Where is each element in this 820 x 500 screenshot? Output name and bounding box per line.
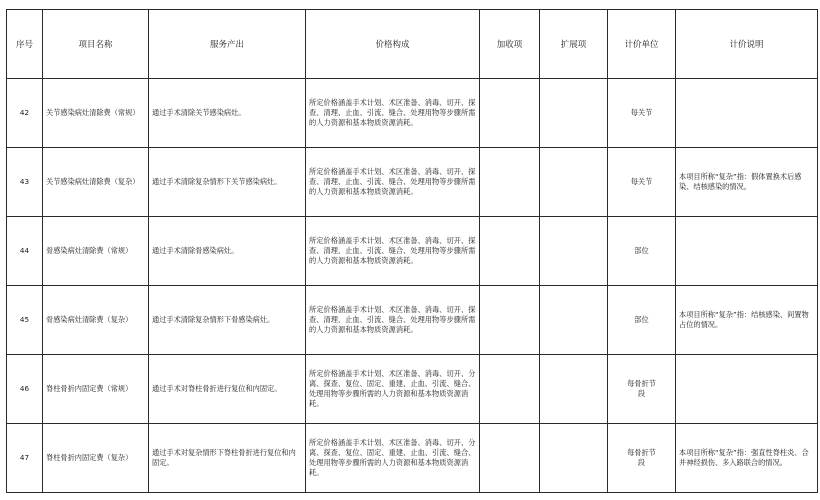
cell-service: 通过手术对脊柱骨折进行复位和内固定。 bbox=[149, 355, 306, 424]
cell-note: 本项目所称“复杂”指：强直性脊柱炎、合并神经损伤、多入路联合的情况。 bbox=[676, 424, 818, 493]
cell-service: 通过手术清除骨感染病灶。 bbox=[149, 217, 306, 286]
cell-service: 通过手术清除关节感染病灶。 bbox=[149, 79, 306, 148]
unit-text: 部位 bbox=[634, 246, 649, 255]
header-unit: 计价单位 bbox=[608, 10, 676, 79]
cell-name: 关节感染病灶清除费（常规） bbox=[43, 79, 149, 148]
cell-pricing: 所定价格涵盖手术计划、术区准备、消毒、切开、分离、探查、复位、固定、重建、止血、引流、缝合、处理用物等步骤所需的人力资源和基本物质资源消耗。 bbox=[306, 424, 480, 493]
cell-pricing: 所定价格涵盖手术计划、术区准备、消毒、切开、分离、探查、复位、固定、重建、止血、引流、缝合、处理用物等步骤所需的人力资源和基本物质资源消耗。 bbox=[306, 355, 480, 424]
cell-unit bbox=[608, 286, 676, 355]
cell-extension bbox=[540, 217, 608, 286]
header-row bbox=[7, 10, 818, 79]
cell-extension bbox=[540, 79, 608, 148]
cell-surcharge bbox=[480, 148, 540, 217]
cell-name: 骨感染病灶清除费（复杂） bbox=[43, 286, 149, 355]
table-row bbox=[7, 79, 818, 148]
cell-extension bbox=[540, 286, 608, 355]
unit-text: 每骨折节段 bbox=[627, 379, 656, 398]
cell-service: 通过手术对复杂情形下脊柱骨折进行复位和内固定。 bbox=[149, 424, 306, 493]
cell-pricing: 所定价格涵盖手术计划、术区准备、消毒、切开、探查、清理、止血、引流、缝合、处理用物等步骤所需的人力资源和基本物质资源消耗。 bbox=[306, 79, 480, 148]
cell-note bbox=[676, 79, 818, 148]
cell-note bbox=[676, 355, 818, 424]
cell-extension bbox=[540, 424, 608, 493]
cell-name: 骨感染病灶清除费（常规） bbox=[43, 217, 149, 286]
table-row bbox=[7, 148, 818, 217]
cell-surcharge bbox=[480, 217, 540, 286]
cell-surcharge bbox=[480, 355, 540, 424]
cell-extension bbox=[540, 355, 608, 424]
cell-unit bbox=[608, 424, 676, 493]
table-row bbox=[7, 355, 818, 424]
cell-surcharge bbox=[480, 286, 540, 355]
table-row bbox=[7, 217, 818, 286]
cell-pricing: 所定价格涵盖手术计划、术区准备、消毒、切开、探查、清理、止血、引流、缝合、处理用物等步骤所需的人力资源和基本物质资源消耗。 bbox=[306, 286, 480, 355]
cell-name: 脊柱骨折内固定费（复杂） bbox=[43, 424, 149, 493]
cell-seq: 43 bbox=[7, 148, 43, 217]
cell-pricing: 所定价格涵盖手术计划、术区准备、消毒、切开、探查、清理、止血、引流、缝合、处理用物等步骤所需的人力资源和基本物质资源消耗。 bbox=[306, 148, 480, 217]
cell-unit bbox=[608, 148, 676, 217]
header-surcharge: 加收项 bbox=[480, 10, 540, 79]
cell-unit bbox=[608, 355, 676, 424]
cell-seq: 47 bbox=[7, 424, 43, 493]
header-seq: 序号 bbox=[7, 10, 43, 79]
unit-text: 每骨折节段 bbox=[627, 448, 656, 467]
unit-text: 每关节 bbox=[630, 177, 653, 186]
cell-unit bbox=[608, 217, 676, 286]
cell-note bbox=[676, 217, 818, 286]
header-note: 计价说明 bbox=[676, 10, 818, 79]
cell-seq: 44 bbox=[7, 217, 43, 286]
cell-note: 本项目所称“复杂”指：结核感染、间置物占位的情况。 bbox=[676, 286, 818, 355]
cell-surcharge bbox=[480, 79, 540, 148]
table-row bbox=[7, 286, 818, 355]
cell-name: 关节感染病灶清除费（复杂） bbox=[43, 148, 149, 217]
pricing-table-sheet bbox=[6, 9, 817, 493]
cell-seq: 46 bbox=[7, 355, 43, 424]
cell-note: 本项目所称“复杂”指：假体置换术后感染、结核感染的情况。 bbox=[676, 148, 818, 217]
unit-text: 部位 bbox=[634, 315, 649, 324]
cell-seq: 45 bbox=[7, 286, 43, 355]
cell-seq: 42 bbox=[7, 79, 43, 148]
pricing-table bbox=[6, 9, 818, 493]
cell-service: 通过手术清除复杂情形下骨感染病灶。 bbox=[149, 286, 306, 355]
cell-name: 脊柱骨折内固定费（常规） bbox=[43, 355, 149, 424]
unit-text: 每关节 bbox=[630, 108, 653, 117]
header-pricing: 价格构成 bbox=[306, 10, 480, 79]
cell-service: 通过手术清除复杂情形下关节感染病灶。 bbox=[149, 148, 306, 217]
table-row bbox=[7, 424, 818, 493]
header-service: 服务产出 bbox=[149, 10, 306, 79]
cell-surcharge bbox=[480, 424, 540, 493]
cell-unit bbox=[608, 79, 676, 148]
cell-extension bbox=[540, 148, 608, 217]
header-extension: 扩展项 bbox=[540, 10, 608, 79]
cell-pricing: 所定价格涵盖手术计划、术区准备、消毒、切开、探查、清理、止血、引流、缝合、处理用物等步骤所需的人力资源和基本物质资源消耗。 bbox=[306, 217, 480, 286]
header-name: 项目名称 bbox=[43, 10, 149, 79]
